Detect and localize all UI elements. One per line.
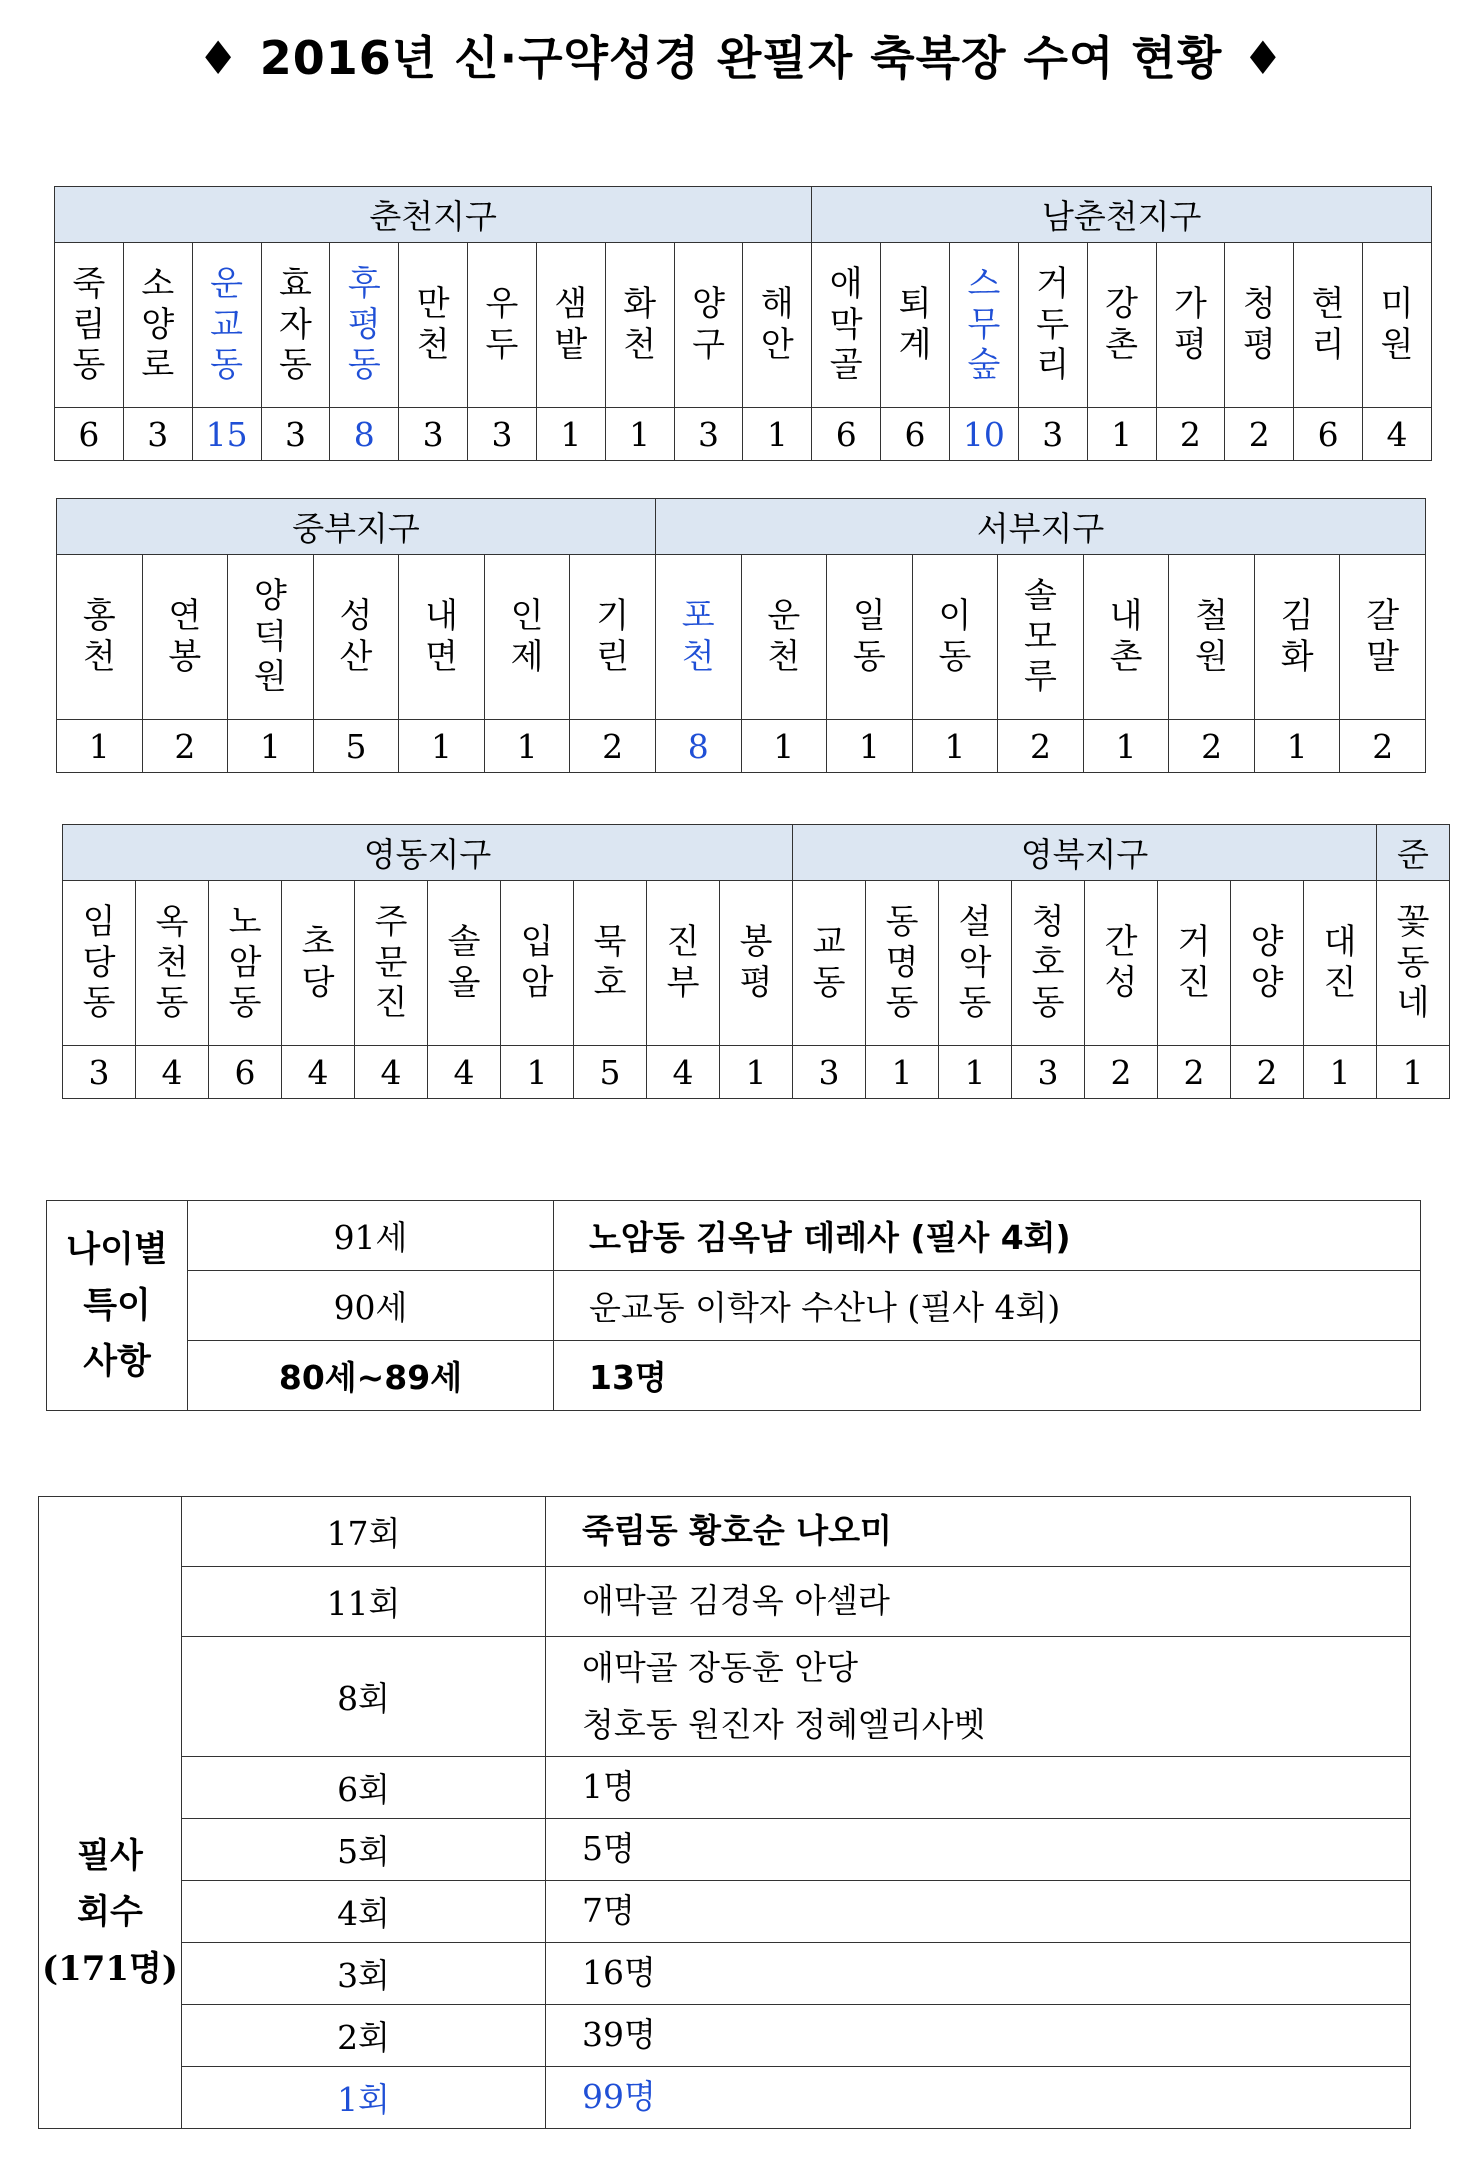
copy-detail	[546, 1819, 1411, 1881]
parish-name	[827, 555, 913, 720]
parish-count: 2	[142, 720, 228, 773]
parish-name-text: 성산	[339, 596, 373, 677]
parish-count: 6	[55, 408, 124, 461]
parish-name-text: 스무숲	[967, 263, 1001, 386]
parish-count: 5	[574, 1046, 647, 1099]
parish-count: 3	[1012, 1046, 1085, 1099]
parish-name	[1018, 243, 1087, 408]
parish-name	[674, 243, 743, 408]
parish-name-text: 소양로	[141, 263, 175, 386]
parish-name	[501, 881, 574, 1046]
parish-name-text: 노암동	[228, 901, 262, 1024]
age-value: 91세	[188, 1201, 554, 1271]
parish-count: 1	[57, 720, 143, 773]
district-table-jungbu-seobu	[56, 498, 1426, 773]
district-header: 서부지구	[655, 499, 1425, 555]
parish-count: 4	[647, 1046, 720, 1099]
parish-count: 3	[399, 408, 468, 461]
parish-count: 4	[1363, 408, 1432, 461]
parish-name	[57, 555, 143, 720]
copy-detail	[546, 1881, 1411, 1943]
parish-name	[574, 881, 647, 1046]
parish-name	[136, 881, 209, 1046]
copy-times: 6회	[182, 1757, 546, 1819]
parish-count: 1	[866, 1046, 939, 1099]
parish-count: 1	[1083, 720, 1169, 773]
parish-name	[998, 555, 1084, 720]
copy-detail	[546, 1757, 1411, 1819]
parish-name	[63, 881, 136, 1046]
parish-name-text: 운교동	[210, 263, 244, 386]
parish-name	[228, 555, 314, 720]
parish-name	[1169, 555, 1255, 720]
copy-detail-line: 애막골 장동훈 안당	[582, 1648, 859, 1688]
parish-name	[313, 555, 399, 720]
parish-name	[282, 881, 355, 1046]
parish-name-text: 묵호	[593, 922, 627, 1003]
copy-detail	[546, 2005, 1411, 2067]
parish-count: 1	[501, 1046, 574, 1099]
parish-name	[123, 243, 192, 408]
parish-name	[812, 243, 881, 408]
parish-name	[536, 243, 605, 408]
parish-count: 2	[1225, 408, 1294, 461]
title-text: 2016년 신·구약성경 완필자 축복장 수여 현황	[259, 31, 1223, 85]
parish-count: 4	[355, 1046, 428, 1099]
parish-name	[1087, 243, 1156, 408]
parish-name	[720, 881, 793, 1046]
parish-count: 1	[399, 720, 485, 773]
copy-row	[39, 1497, 1411, 1567]
parish-name-text: 양양	[1250, 922, 1284, 1003]
parish-name-text: 우두	[485, 284, 519, 365]
parish-name-text: 양구	[692, 284, 725, 365]
parish-name-text: 철원	[1195, 596, 1229, 677]
parish-count: 3	[1018, 408, 1087, 461]
parish-name-text: 대진	[1323, 922, 1357, 1003]
copy-detail-line: 16명	[582, 1953, 656, 1993]
copy-times: 4회	[182, 1881, 546, 1943]
copy-row	[39, 2005, 1411, 2067]
parish-count: 6	[812, 408, 881, 461]
copy-detail-line: 7명	[582, 1891, 635, 1931]
copy-detail-line: 죽림동 황호순 나오미	[582, 1511, 892, 1551]
district-table-chuncheon-namchuncheon	[54, 186, 1432, 461]
parish-name	[647, 881, 720, 1046]
parish-name-text: 애막골	[829, 263, 863, 386]
parish-name-text: 꽃동네	[1396, 901, 1430, 1024]
parish-count: 10	[949, 408, 1018, 461]
copy-row	[39, 1819, 1411, 1881]
diamond-icon: ♦	[197, 31, 240, 85]
district-header: 남춘천지구	[812, 187, 1432, 243]
parish-count: 2	[1231, 1046, 1304, 1099]
age-row	[47, 1201, 1421, 1271]
parish-count: 3	[793, 1046, 866, 1099]
parish-count: 6	[1294, 408, 1363, 461]
copy-detail-line: 애막골 김경옥 아셀라	[582, 1581, 890, 1621]
parish-name-text: 강촌	[1105, 284, 1138, 365]
parish-name	[881, 243, 950, 408]
diamond-icon: ♦	[1242, 31, 1285, 85]
parish-name	[743, 243, 812, 408]
parish-name	[399, 555, 485, 720]
age-table	[46, 1200, 1421, 1411]
parish-count: 5	[313, 720, 399, 773]
parish-name-text: 퇴계	[898, 284, 932, 365]
parish-count: 1	[912, 720, 998, 773]
parish-count: 2	[1158, 1046, 1231, 1099]
parish-name	[209, 881, 282, 1046]
parish-name-text: 설악동	[958, 901, 992, 1024]
parish-name-text: 샘밭	[554, 284, 588, 365]
parish-count-row	[57, 720, 1426, 773]
parish-name-text: 연봉	[168, 596, 202, 677]
parish-name	[605, 243, 674, 408]
parish-name	[192, 243, 261, 408]
parish-count: 1	[484, 720, 570, 773]
copy-row	[39, 1757, 1411, 1819]
parish-name-text: 운천	[767, 596, 801, 677]
parish-name-text: 죽림동	[72, 263, 106, 386]
parish-name-text: 옥천동	[155, 901, 189, 1024]
copy-detail	[546, 1567, 1411, 1637]
parish-name-text: 입암	[520, 922, 554, 1003]
parish-name-text: 내면	[425, 596, 458, 677]
parish-name	[1158, 881, 1231, 1046]
copy-times: 11회	[182, 1567, 546, 1637]
parish-name	[1085, 881, 1158, 1046]
parish-name-text: 내촌	[1109, 596, 1143, 677]
parish-name-text: 일동	[852, 596, 886, 677]
parish-name-text: 동명동	[885, 901, 919, 1024]
parish-name-text: 간성	[1104, 922, 1138, 1003]
parish-name	[428, 881, 501, 1046]
parish-name	[484, 555, 570, 720]
parish-name	[1294, 243, 1363, 408]
copy-detail	[546, 2067, 1411, 2129]
parish-name-text: 갈말	[1366, 596, 1400, 677]
copy-detail	[546, 1943, 1411, 2005]
age-detail: 13명	[554, 1341, 1421, 1411]
parish-count: 3	[674, 408, 743, 461]
age-value: 90세	[188, 1271, 554, 1341]
parish-count: 1	[228, 720, 314, 773]
parish-name	[939, 881, 1012, 1046]
parish-count: 3	[468, 408, 537, 461]
copy-detail	[546, 1497, 1411, 1567]
copy-row	[39, 1637, 1411, 1757]
parish-name	[741, 555, 827, 720]
parish-name	[1225, 243, 1294, 408]
copy-times: 3회	[182, 1943, 546, 2005]
parish-name-text: 홍천	[82, 596, 116, 677]
parish-count: 1	[605, 408, 674, 461]
parish-count: 1	[741, 720, 827, 773]
parish-count: 6	[209, 1046, 282, 1099]
copy-count-table	[38, 1496, 1411, 2129]
parish-name-row	[55, 243, 1432, 408]
parish-name	[355, 881, 428, 1046]
parish-name-text: 봉평	[739, 922, 773, 1003]
parish-name-text: 주문진	[374, 901, 408, 1024]
parish-name-text: 이동	[938, 596, 972, 677]
district-table-yeongdong-yeongbuk	[62, 824, 1450, 1099]
parish-name-text: 화천	[623, 284, 657, 365]
parish-name-text: 거진	[1177, 922, 1211, 1003]
parish-name-text: 효자동	[279, 263, 312, 386]
copy-detail-line: 청호동 원진자 정혜엘리사벳	[582, 1704, 986, 1744]
parish-count: 1	[1304, 1046, 1377, 1099]
parish-count: 3	[63, 1046, 136, 1099]
parish-count-row	[63, 1046, 1450, 1099]
parish-name-text: 만천	[416, 284, 450, 365]
parish-name	[1083, 555, 1169, 720]
parish-name-text: 포천	[681, 596, 715, 677]
parish-name-text: 미원	[1380, 284, 1414, 365]
parish-name	[949, 243, 1018, 408]
parish-name	[468, 243, 537, 408]
parish-count-row	[55, 408, 1432, 461]
parish-count: 1	[536, 408, 605, 461]
parish-count: 4	[428, 1046, 501, 1099]
age-detail: 노암동 김옥남 데레사 (필사 4회)	[554, 1201, 1421, 1271]
copy-row	[39, 1567, 1411, 1637]
parish-name	[866, 881, 939, 1046]
district-header: 중부지구	[57, 499, 656, 555]
parish-count: 2	[1085, 1046, 1158, 1099]
parish-name-text: 양덕원	[253, 575, 287, 698]
district-header: 춘천지구	[55, 187, 812, 243]
parish-name-text: 인제	[510, 596, 544, 677]
parish-name	[912, 555, 998, 720]
parish-count: 1	[720, 1046, 793, 1099]
parish-name-text: 거두리	[1036, 263, 1070, 386]
parish-count: 3	[261, 408, 330, 461]
copy-detail-line: 99명	[582, 2077, 656, 2117]
age-row	[47, 1271, 1421, 1341]
parish-count: 1	[1087, 408, 1156, 461]
parish-name	[142, 555, 228, 720]
copy-times: 2회	[182, 2005, 546, 2067]
parish-name-text: 솔올	[447, 922, 481, 1003]
copy-detail-line: 1명	[582, 1767, 635, 1807]
copy-row	[39, 1943, 1411, 2005]
district-header-row	[63, 825, 1450, 881]
copy-table-label	[39, 1497, 182, 2129]
parish-count: 2	[1169, 720, 1255, 773]
parish-name-text: 김화	[1280, 596, 1314, 677]
parish-name	[330, 243, 399, 408]
district-header-row	[55, 187, 1432, 243]
parish-count: 2	[998, 720, 1084, 773]
parish-name	[570, 555, 656, 720]
parish-name-text: 솔모루	[1024, 575, 1057, 698]
district-header: 영북지구	[793, 825, 1377, 881]
copy-times: 17회	[182, 1497, 546, 1567]
copy-times: 5회	[182, 1819, 546, 1881]
parish-count: 8	[330, 408, 399, 461]
copy-label-count: (171명)	[42, 1948, 178, 1989]
parish-count: 8	[655, 720, 741, 773]
copy-detail-line: 39명	[582, 2015, 656, 2055]
parish-name	[399, 243, 468, 408]
parish-name-text: 기린	[596, 596, 630, 677]
parish-count: 2	[1340, 720, 1426, 773]
parish-name	[1340, 555, 1426, 720]
parish-name	[261, 243, 330, 408]
parish-count: 1	[1377, 1046, 1450, 1099]
parish-name-text: 임당동	[82, 901, 116, 1024]
parish-count: 1	[939, 1046, 1012, 1099]
parish-name	[1156, 243, 1225, 408]
copy-row	[39, 1881, 1411, 1943]
parish-name	[55, 243, 124, 408]
district-header-row	[57, 499, 1426, 555]
parish-name-row	[57, 555, 1426, 720]
parish-count: 4	[282, 1046, 355, 1099]
parish-name-text: 교동	[812, 922, 846, 1003]
age-table-label: 나이별 특이 사항	[47, 1201, 188, 1411]
parish-name	[793, 881, 866, 1046]
age-value: 80세~89세	[188, 1341, 554, 1411]
parish-name-text: 가평	[1173, 284, 1207, 365]
parish-count: 6	[881, 408, 950, 461]
district-header: 준	[1377, 825, 1450, 881]
parish-name-text: 해안	[760, 284, 794, 365]
parish-name	[655, 555, 741, 720]
age-detail: 운교동 이학자 수산나 (필사 4회)	[554, 1271, 1421, 1341]
parish-name	[1012, 881, 1085, 1046]
parish-count: 2	[1156, 408, 1225, 461]
parish-name	[1363, 243, 1432, 408]
parish-name-text: 현리	[1311, 284, 1345, 365]
parish-name-text: 진부	[666, 922, 700, 1003]
parish-name-text: 청평	[1242, 284, 1276, 365]
parish-count: 2	[570, 720, 656, 773]
parish-name-text: 후평동	[347, 263, 381, 386]
parish-count: 3	[123, 408, 192, 461]
district-header: 영동지구	[63, 825, 793, 881]
parish-name-row	[63, 881, 1450, 1046]
parish-count: 4	[136, 1046, 209, 1099]
parish-count: 1	[743, 408, 812, 461]
parish-count: 1	[827, 720, 913, 773]
parish-name	[1377, 881, 1450, 1046]
copy-detail	[546, 1637, 1411, 1757]
copy-times: 1회	[182, 2067, 546, 2129]
copy-row	[39, 2067, 1411, 2129]
parish-count: 1	[1254, 720, 1340, 773]
age-row	[47, 1341, 1421, 1411]
copy-detail-line: 5명	[582, 1829, 635, 1869]
parish-name	[1254, 555, 1340, 720]
parish-name	[1231, 881, 1304, 1046]
page-title	[0, 22, 1482, 88]
parish-name	[1304, 881, 1377, 1046]
copy-times: 8회	[182, 1637, 546, 1757]
parish-name-text: 청호동	[1031, 901, 1065, 1024]
copy-label-main: 필사 회수	[77, 1836, 143, 1933]
parish-count: 15	[192, 408, 261, 461]
parish-name-text: 초당	[301, 922, 335, 1003]
